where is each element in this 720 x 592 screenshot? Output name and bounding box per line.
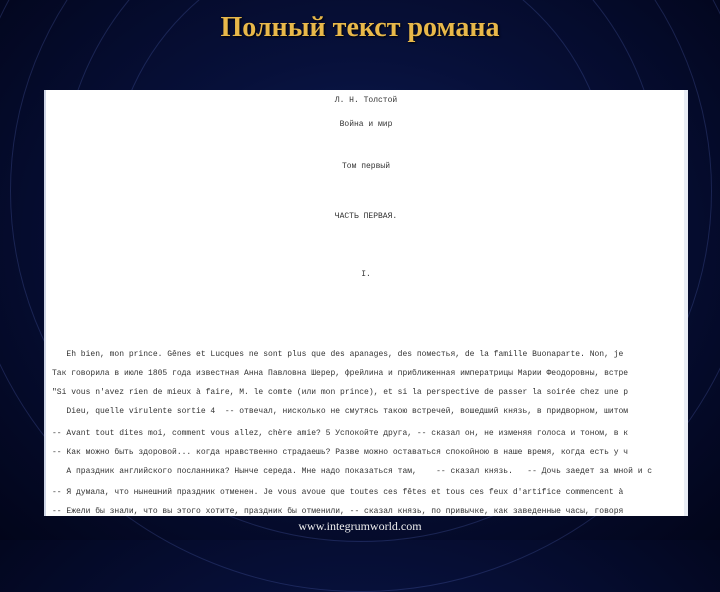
document-screenshot[interactable] (44, 90, 688, 516)
text-line: "Si vous n'avez rien de mieux à faire, M. le comte (или mon prince), et si la perspective de passer la soirée chez une p (52, 388, 629, 397)
document-chapter: I. (361, 270, 371, 279)
text-line: -- Avant tout dites moi, comment vous allez, chère amie? 5 Успокойте друга, -- сказал он, не изменяя голоса и тоном, в к (52, 429, 629, 438)
document-work: Война и мир (339, 120, 393, 129)
document-author: Л. Н. Толстой (334, 96, 398, 105)
text-line: -- Как можно быть здоровой... когда нравственно страдаешь? Разве можно оставаться спокойною в наше время, когда есть у ч (52, 448, 629, 457)
text-line: -- Ежели бы знали, что вы этого хотите, праздник бы отменили, -- сказал князь, по привычке, как заведенные часы, говоря (52, 507, 624, 516)
text-line: Так говорила в июле 1805 года известная Анна Павловна Шерер, фрейлина и приближенная императрицы Марии Феодоровны, встре (52, 369, 629, 378)
text-line: Dieu, quelle virulente sortie 4 -- отвечал, нисколько не смутясь такою встречей, вошедший князь, в придворном, шитом (52, 407, 629, 416)
footer-url[interactable]: www.integrumworld.com (298, 519, 422, 533)
text-line: А праздник английского посланника? Нынче середа. Мне надо показаться там, -- сказал князь. -- Дочь заедет за мной и с (52, 467, 653, 476)
text-line: Eh bien, mon prince. Gênes et Lucques ne sont plus que des apanages, des поместья, de la famille Buonaparte. Non, je (52, 350, 624, 359)
document-part: ЧАСТЬ ПЕРВАЯ. (334, 212, 398, 221)
slide-title: Полный текст романа (220, 12, 500, 43)
document-volume: Том первый (341, 162, 390, 171)
text-line: -- Я думала, что нынешний праздник отменен. Je vous avoue que toutes ces fêtes et tous ces feux d'artifice commencent à (52, 488, 624, 497)
